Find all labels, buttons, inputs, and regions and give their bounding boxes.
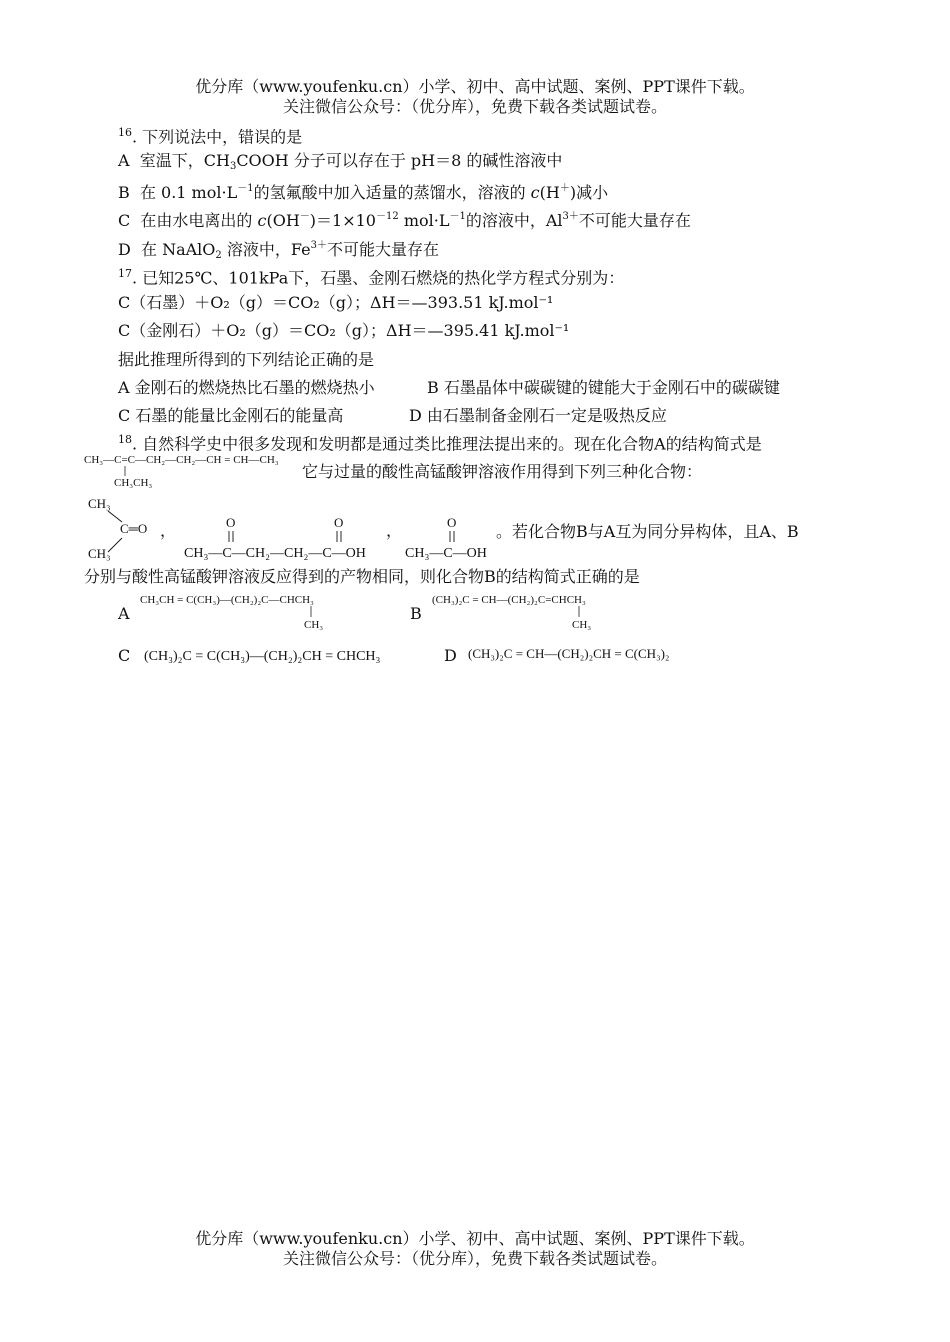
product-keto-acid — [184, 511, 389, 567]
product-acetone — [86, 494, 166, 570]
q18-comma-1: ， — [160, 521, 177, 540]
q17-stem: $^{17}$. 已知25℃、101kPa下，石墨、金刚石燃烧的热化学方程式分别为： — [118, 267, 625, 288]
footer-line-1: 优分库（www.youfenku.cn）小学、初中、高中试题、案例、PPT课件下载。 — [195, 1229, 755, 1248]
q17-equation-2: C（金刚石）＋O₂（g）＝CO₂（g）；ΔH＝—395.41 kJ.mol⁻¹ — [118, 321, 570, 340]
svg-text:O: O — [334, 515, 344, 530]
q16-stem: $^{16}$. 下列说法中，错误的是 — [118, 126, 303, 147]
header-line-2: 关注微信公众号：（优分库），免费下载各类试题试卷。 — [282, 97, 667, 116]
q16-option-d: D 在 NaAlO$_2$ 溶液中，$Fe^{3+}$不可能大量存在 — [118, 240, 439, 261]
svg-text:O: O — [447, 515, 457, 530]
svg-text:(CH₃)₂C = C(CH₃)—(CH₂)₂CH = CH: (CH₃)₂C = C(CH₃)—(CH₂)₂CH = CHCH₃ — [144, 649, 381, 664]
q17-option-a: A 金刚石的燃烧热比石墨的燃烧热小 — [118, 378, 375, 397]
q16-option-b: B 在 0.1 $mol\cdot L^{-1}$的氢氟酸中加入适量的蒸馏水，溶液的 c(H＋)减小 — [118, 183, 609, 202]
q18-option-a-label: A — [118, 604, 130, 623]
q17-prompt: 据此推理所得到的下列结论正确的是 — [118, 350, 375, 369]
svg-text:CH₃: CH₃ — [572, 619, 592, 631]
svg-text:(CH₃)₂C = CH—(CH₂)₂CH = C(CH₃): (CH₃)₂C = CH—(CH₂)₂CH = C(CH₃)₂ — [468, 646, 670, 661]
q18-option-b-label: B — [410, 604, 422, 623]
svg-text:CH₃—C—OH: CH₃—C—OH — [405, 546, 487, 561]
compound-a-structure — [84, 450, 304, 494]
header-line-1: 优分库（www.youfenku.cn）小学、初中、高中试题、案例、PPT课件下载。 — [195, 77, 755, 96]
q18-after-products: 。若化合物B与A互为同分异构体，且A、B — [496, 522, 799, 541]
q16-option-a: A 室温下，$CH_3COOH$ 分子可以存在于 pH＝8 的碱性溶液中 — [118, 151, 563, 172]
q18-after-a: 它与过量的酸性高锰酸钾溶液作用得到下列三种化合物： — [302, 462, 703, 481]
svg-text:CH₃CH = C(CH₃)—(CH₂)₂C—CHCH₃: CH₃CH = C(CH₃)—(CH₂)₂C—CHCH₃ — [140, 594, 314, 606]
q18-option-a-structure — [140, 590, 380, 638]
q18-stem: $^{18}$. 自然科学史中很多发现和发明都是通过类比推理法提出来的。现在化合物A的结构简式是 — [118, 433, 762, 454]
svg-text:CH₃: CH₃ — [88, 546, 111, 561]
q18-option-d-structure — [468, 642, 718, 668]
svg-text:O: O — [226, 515, 236, 530]
q18-option-b-structure — [432, 590, 652, 638]
q17-option-b: B 石墨晶体中碳碳键的键能大于金刚石中的碳碳键 — [427, 378, 780, 397]
svg-text:CH₃—C=C—CH₂—CH₂—CH = CH—CH₃: CH₃—C=C—CH₂—CH₂—CH = CH—CH₃ — [84, 454, 279, 466]
q18-comma-2: ， — [386, 521, 403, 540]
q18-option-c-label: C — [118, 646, 131, 665]
product-acetic-acid — [405, 511, 505, 567]
svg-text:CH₃—C—CH₂—CH₂—C—OH: CH₃—C—CH₂—CH₂—C—OH — [184, 546, 366, 561]
q16-number: 16 — [118, 126, 132, 139]
svg-text:C═O: C═O — [120, 521, 148, 536]
q16-option-c: C 在由水电离出的 $c(OH^-)=1\times 10^{-12}$ $mol\cdot L^{-1}$的溶液中，$Al^{3+}$不可能大量存在 — [118, 211, 691, 230]
svg-text:CH₃CH₃: CH₃CH₃ — [114, 477, 153, 489]
q17-equation-1: C（石墨）＋O₂（g）＝CO₂（g）；ΔH＝—393.51 kJ.mol⁻¹ — [118, 293, 554, 312]
footer-line-2: 关注微信公众号：（优分库），免费下载各类试题试卷。 — [282, 1249, 667, 1268]
q18-option-c-structure — [144, 644, 434, 670]
svg-text:(CH₃)₂C = CH—(CH₂)₂C=CHCH₃: (CH₃)₂C = CH—(CH₂)₂C=CHCH₃ — [432, 594, 586, 606]
svg-text:CH₃: CH₃ — [304, 619, 324, 631]
q18-line-3: 分别与酸性高锰酸钾溶液反应得到的产物相同，则化合物B的结构简式正确的是 — [84, 567, 640, 586]
q18-option-d-label: D — [444, 646, 457, 665]
svg-text:CH₃: CH₃ — [88, 496, 111, 511]
q17-option-d: D 由石墨制备金刚石一定是吸热反应 — [409, 406, 667, 425]
q17-option-c: C 石墨的能量比金刚石的能量高 — [118, 406, 344, 425]
